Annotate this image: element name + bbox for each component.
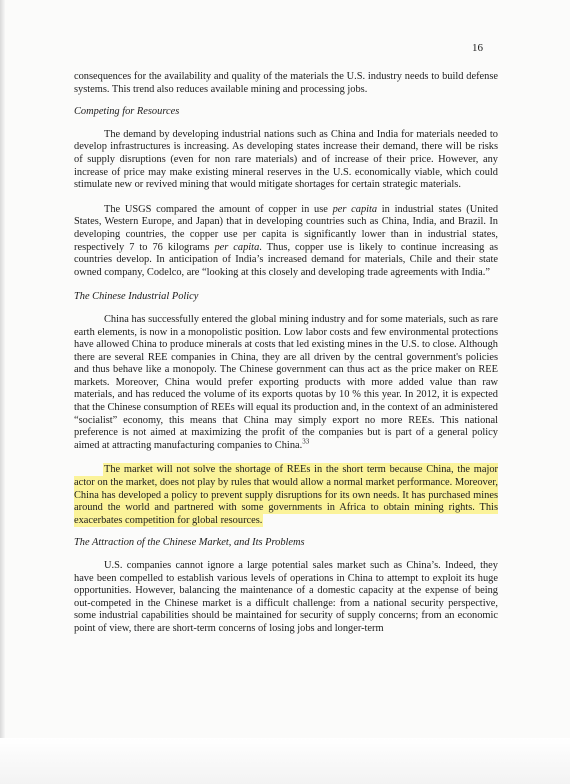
document-body <box>74 71 498 636</box>
italic-per-capita: per capita <box>332 203 378 215</box>
paragraph-china-mining <box>74 314 498 453</box>
text-span: The USGS compared the amount of copper in use <box>104 203 333 215</box>
paragraph-continuation: consequences for the availability and quality of the materials the U.S. industry needs to build defense systems. This trend also reduces available mining and processing jobs. <box>74 71 498 95</box>
highlighted-text: The market will not solve the shortage of REEs in the short term because China, the major actor on the market, does not play by rules that would allow a normal market performance. Moreover, China has developed a policy to prevent supply disruptions for its own needs. It has purchased mines around the world and partnered with some governments in Africa to obtain mining rights. This exacerbates competition for global resources. <box>74 464 498 526</box>
section-heading-chinese-market: The Attraction of the Chinese Market, and Its Problems <box>74 537 305 549</box>
paragraph-highlighted-market <box>74 464 498 527</box>
paragraph-demand: The demand by developing industrial nations such as China and India for materials needed to develop infrastructures is increasing. As developing states increase their demand, there will be risks of supply disruptions (even for non rare materials) and of increase of their price. However, any increase of price may make existing mineral reserves in the U.S. economically viable, which could stimulate new or revived mining that would mitigate shortages for certain strategic materials. <box>74 128 498 191</box>
footnote-marker: 33 <box>302 437 310 446</box>
text-span: . Thus, copper use is likely to continue increasing as countries develop. In anticipation of India’s increased demand for materials, Chile and their state owned company, Codelco, are “looking at this closely and developing trade agreements with India.” <box>74 241 498 278</box>
paragraph-us-companies: U.S. companies cannot ignore a large potential sales market such as China’s. Indeed, they have been compelled to establish various levels of operations in China to attempt to exploit its huge opportunities. However, balancing the maintenance of a domestic capacity at the expense of being out-competed in the Chinese market is a difficult challenge: from a national security perspective, some industrial capabilities should be maintained for security of supply concerns; from an economic point of view, there are short-term concerns of losing jobs and longer-term <box>74 560 498 634</box>
scan-left-edge <box>0 0 5 784</box>
page-number: 16 <box>472 42 483 54</box>
section-heading-chinese-industrial-policy: The Chinese Industrial Policy <box>74 291 199 303</box>
section-heading-competing-for-resources: Competing for Resources <box>74 106 180 118</box>
italic-per-capita: per capita <box>214 241 260 253</box>
text-span: in industrial states (United States, Western Europe, and Japan) that in developing countries such as China, India, and Brazil. In developing countries, the copper use per capita is significantly lower than in industrial states, respectively 7 to 76 kilograms <box>74 203 499 253</box>
text-span: China has successfully entered the global mining industry and for some materials, such as rare earth elements, is now in a monopolistic position. Low labor costs and few environmental protections have allowed China to produce minerals at costs that led existing mines in the U.S. to close. Although there are several REE companies in China, they are all driven by the central government's policies and thus behave like a monopoly. The Chinese government can thus act as the price maker on REE markets. Moreover, China would prefer exporting products with more added value than raw materials, and has reduced the volume of its exports quotas by 10 % this year. In 2012, it is expected that the Chinese consumption of REEs will equal its production and, in the context of an administered “socialist” economy, this means that China may simply export no more REEs. This national preference is not aimed at maximizing the profit of the companies but is part of a general policy aimed at attracting manufacturing companies to China. <box>74 313 498 451</box>
paragraph-usgs-copper <box>74 204 498 280</box>
scan-bottom-margin <box>0 738 570 784</box>
